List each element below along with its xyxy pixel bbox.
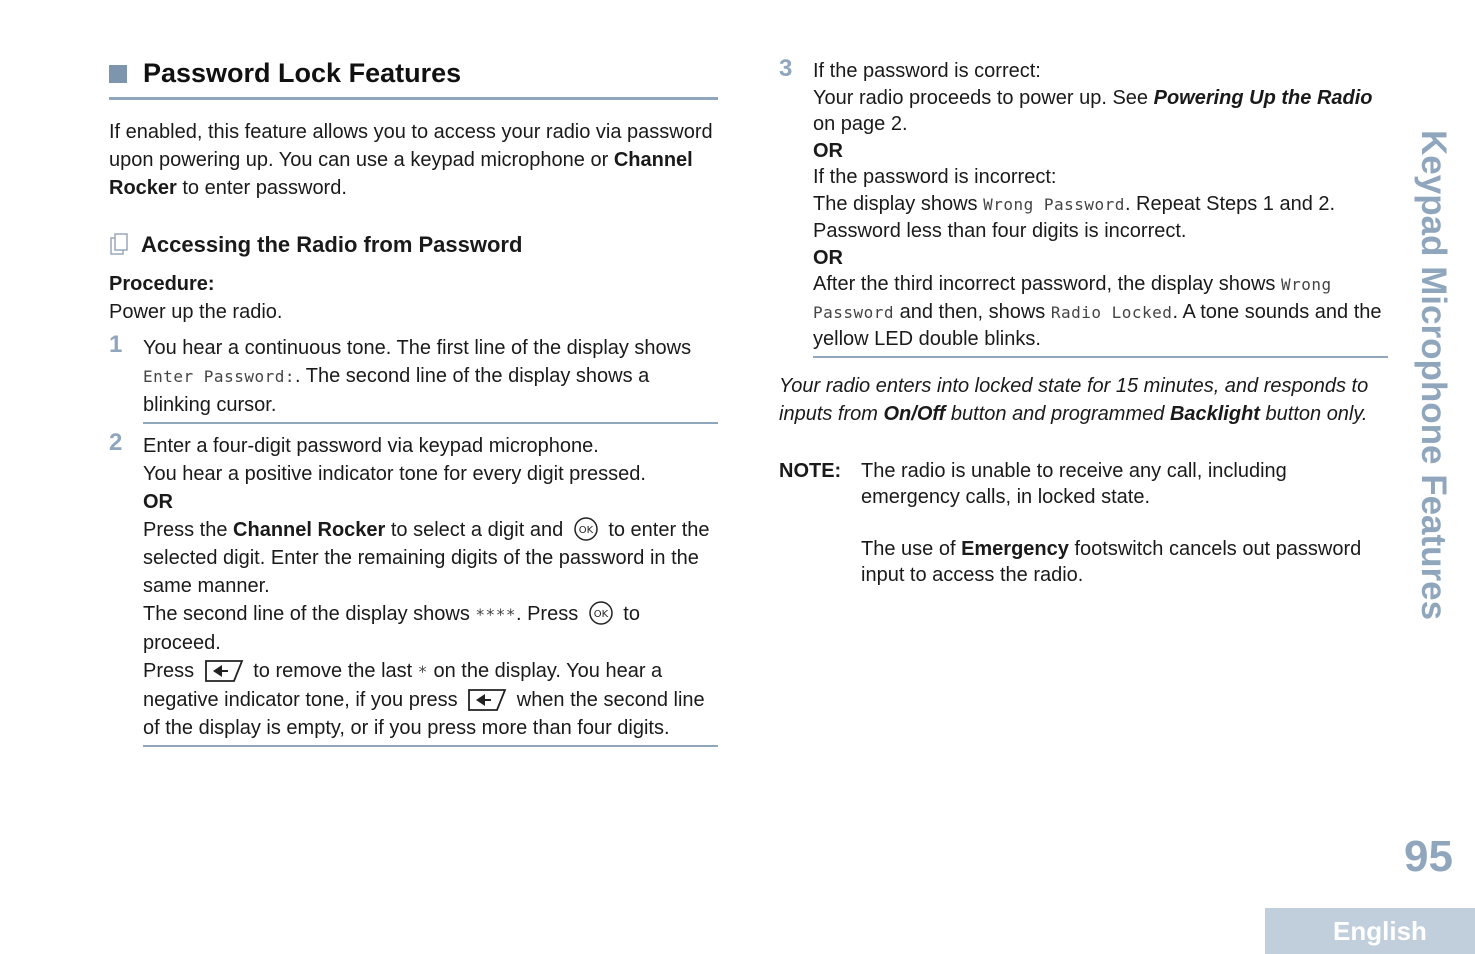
back-key-icon xyxy=(204,659,244,683)
procedure-label: Procedure: xyxy=(109,273,215,295)
locked-state-note xyxy=(779,372,1388,428)
procedure-text: Power up the radio. xyxy=(109,301,283,323)
chapter-title: Keypad Microphone Features xyxy=(1414,130,1453,621)
step-line xyxy=(143,600,718,657)
step-text: on the display. You hear a negative indicator tone, if you press xyxy=(143,660,663,711)
step-1 xyxy=(109,331,718,424)
step-3 xyxy=(779,55,1388,358)
cross-reference: Powering Up the Radio xyxy=(1153,86,1373,109)
language-label: English xyxy=(1333,915,1427,946)
intro-paragraph xyxy=(109,118,718,202)
step-text: The second line of the display shows xyxy=(143,603,476,625)
step-line xyxy=(813,271,1388,353)
step-text: to select a digit and xyxy=(385,519,569,541)
ok-button-icon xyxy=(573,516,599,542)
step-text: to proceed. xyxy=(143,603,640,654)
display-text: Wrong Password xyxy=(983,194,1125,214)
or-label: OR xyxy=(813,246,843,269)
intro-text-end: to enter password. xyxy=(176,177,347,199)
note-block xyxy=(779,458,1388,588)
page-title: Password Lock Features xyxy=(143,58,462,88)
note-bold: Backlight xyxy=(1169,402,1260,425)
note-text: button and programmed xyxy=(945,402,1170,425)
left-column xyxy=(109,58,718,747)
procedure-icon xyxy=(109,232,131,258)
step-text: to enter the selected digit. Enter the remaining digits of the password in the same manner. xyxy=(143,519,710,597)
display-text: Wrong Password xyxy=(813,275,1332,322)
step-body xyxy=(143,334,718,424)
note-text: button only. xyxy=(1259,402,1368,425)
step-text: Press the xyxy=(143,519,234,541)
step-line xyxy=(143,516,718,600)
back-key-icon xyxy=(467,688,507,712)
step-text: when the second line of the display is empty, or if you press more than four digits. xyxy=(143,689,705,739)
intro-text: If enabled, this feature allows you to access your radio via password upon powering up. You can use a keypad microphone or xyxy=(109,121,713,171)
section-square-icon xyxy=(109,65,127,83)
step-text: Press xyxy=(143,660,200,682)
intro-bold: Channel Rocker xyxy=(109,149,693,199)
step-text: . A tone sounds and the yellow LED double blinks. xyxy=(813,300,1382,350)
step-line: You hear a positive indicator tone for every digit pressed. xyxy=(143,463,646,485)
step-body xyxy=(813,58,1388,358)
note-paragraph: The radio is unable to receive any call, including emergency calls, in locked state. xyxy=(861,459,1287,508)
note-bold: Emergency xyxy=(961,537,1069,560)
note-text: footswitch cancels out password input to access the radio. xyxy=(861,537,1362,586)
step-line xyxy=(813,85,1388,138)
step-number: 2 xyxy=(109,429,123,456)
display-star: * xyxy=(417,662,428,681)
language-tab xyxy=(1265,908,1475,954)
note-content xyxy=(861,458,1388,588)
step-number: 1 xyxy=(109,331,123,358)
display-text: Radio Locked xyxy=(1050,302,1173,322)
step-text: Your radio proceeds to power up. See xyxy=(813,86,1154,109)
page-number: 95 xyxy=(1404,832,1453,881)
right-column xyxy=(779,55,1388,588)
step-2 xyxy=(109,429,718,747)
step-text: to remove the last xyxy=(247,660,418,682)
svg-text:OK: OK xyxy=(578,525,593,536)
step-number: 3 xyxy=(779,55,793,82)
step-body xyxy=(143,432,718,747)
subsection-title: Accessing the Radio from Password xyxy=(141,232,523,257)
or-label: OR xyxy=(813,139,843,162)
step-text: on page 2. xyxy=(813,113,908,135)
display-text: Enter Password: xyxy=(143,367,295,386)
note-label: NOTE: xyxy=(779,459,842,482)
or-label: OR xyxy=(143,491,173,513)
step-line xyxy=(813,191,1388,245)
step-line: If the password is incorrect: xyxy=(813,166,1057,188)
note-text: The use of xyxy=(861,537,962,560)
step-line xyxy=(143,657,718,742)
note-bold: On/Off xyxy=(883,402,946,425)
step-text: You hear a continuous tone. The first line of the display shows xyxy=(143,337,692,359)
note-text: Your radio enters into locked state for 15 minutes, and responds to inputs from xyxy=(779,374,1369,425)
chapter-side-tab xyxy=(1388,130,1475,621)
section-header xyxy=(109,58,718,100)
step-bold: Channel Rocker xyxy=(233,519,386,541)
step-line: If the password is correct: xyxy=(813,60,1041,82)
subsection-header xyxy=(109,232,718,258)
step-text: and then, shows xyxy=(894,300,1051,323)
svg-text:OK: OK xyxy=(593,609,608,620)
step-line: Enter a four-digit password via keypad microphone. xyxy=(143,435,599,457)
display-mask: **** xyxy=(475,605,516,624)
step-text: After the third incorrect password, the display shows xyxy=(813,273,1281,295)
step-text: . The second line of the display shows a blinking cursor. xyxy=(143,365,650,416)
step-text: . Press xyxy=(515,603,584,625)
note-paragraph xyxy=(861,536,1388,588)
ok-button-icon xyxy=(588,600,614,626)
step-text: The display shows xyxy=(813,192,984,215)
step-text: . Repeat Steps 1 and 2. Password less than four digits is incorrect. xyxy=(813,192,1336,242)
